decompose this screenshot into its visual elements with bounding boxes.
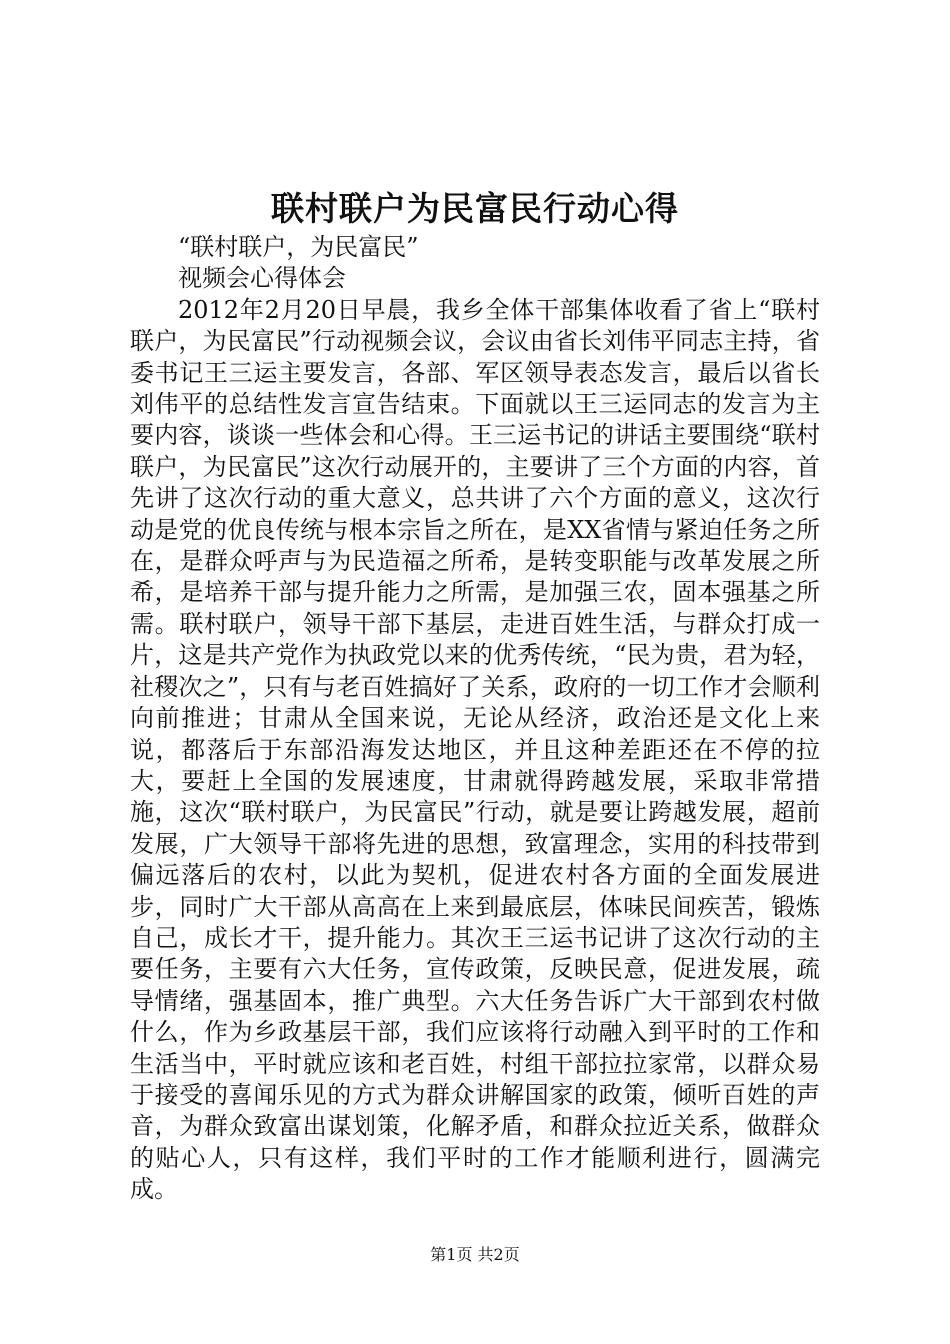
- document-body: [130, 232, 820, 1206]
- body-paragraph: 2012年2月20日早晨，我乡全体干部集体收看了省上“联村联户，为民富民”行动视频会议，会议由省长刘伟平同志主持，省委书记王三运主要发言，各部、军区领导表态发言，最后以省长刘伟平的总结性发言宣告结束。下面就以王三运同志的发言为主要内容，谈谈一些体会和心得。王三运书记的讲话主要围绕“联村联户，为民富民”这次行动展开的，主要讲了三个方面的内容，首先讲了这次行动的重大意义，总共讲了六个方面的意义，这次行动是党的优良传统与根本宗旨之所在，是XX省情与紧迫任务之所在，是群众呼声与为民造福之所希，是转变职能与改革发展之所希，是培养干部与提升能力之所需，是加强三农，固本强基之所需。联村联户，领导干部下基层，走进百姓生活，与群众打成一片，这是共产党作为执政党以来的优秀传统，“民为贵，君为轻，社稷次之”，只有与老百姓搞好了关系，政府的一切工作才会顺利向前推进；甘肃从全国来说，无论从经济，政治还是文化上来说，都落后于东部沿海发达地区，并且这种差距还在不停的拉大，要赶上全国的发展速度，甘肃就得跨越发展，采取非常措施，这次“联村联户，为民富民”行动，就是要让跨越发展，超前发展，广大领导干部将先进的思想，致富理念，实用的科技带到偏远落后的农村，以此为契机，促进农村各方面的全面发展进步，同时广大干部从高高在上来到最底层，体味民间疾苦，锻炼自己，成长才干，提升能力。其次王三运书记讲了这次行动的主要任务，主要有六大任务，宣传政策，反映民意，促进发展，疏导情绪，强基固本，推广典型。六大任务告诉广大干部到农村做什么，作为乡政基层干部，我们应该将行动融入到平时的工作和生活当中，平时就应该和老百姓，村组干部拉拉家常，以群众易于接受的喜闻乐见的方式为群众讲解国家的政策，倾听百姓的声音，为群众致富出谋划策，化解矛盾，和群众拉近关系，做群众的贴心人，只有这样，我们平时的工作才能顺利进行，圆满完成。: [130, 295, 820, 1204]
- page-number-footer: 第1页 共2页: [430, 1245, 520, 1264]
- document-title: 联村联户为民富民行动心得: [271, 189, 679, 228]
- subtitle-line-1: “联村联户，为民富民”: [178, 233, 419, 261]
- subtitle-line-2: 视频会心得体会: [178, 264, 346, 293]
